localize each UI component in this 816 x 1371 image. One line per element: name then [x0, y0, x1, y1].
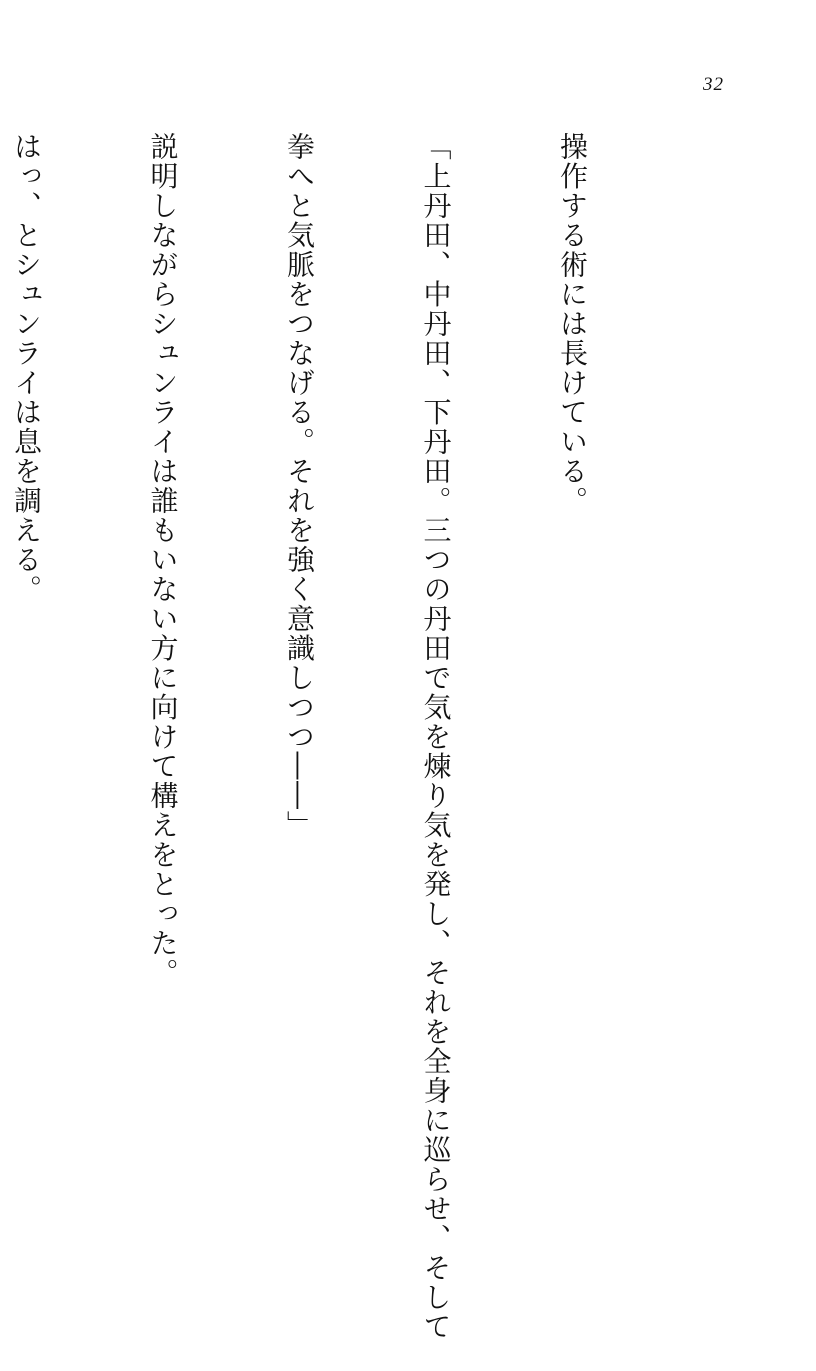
text-line-1: 操作する術には長けている。 [556, 132, 589, 516]
vertical-text-body [0, 132, 686, 1342]
text-line-4: 説明しながらシュンライは誰もいない方に向けて構えをとった。 [146, 132, 180, 988]
page-number: 32 [703, 74, 724, 95]
text-line-5: はっ、とシュンライは息を調える。 [10, 132, 43, 604]
text-line-3: 拳へと気脈をつなげる。それを強く意識しつつ――」 [283, 132, 316, 840]
text-line-2: 「上丹田、中丹田、下丹田。三つの丹田で気を煉り気を発し、それを全身に巡らせ、そして [419, 132, 453, 1342]
